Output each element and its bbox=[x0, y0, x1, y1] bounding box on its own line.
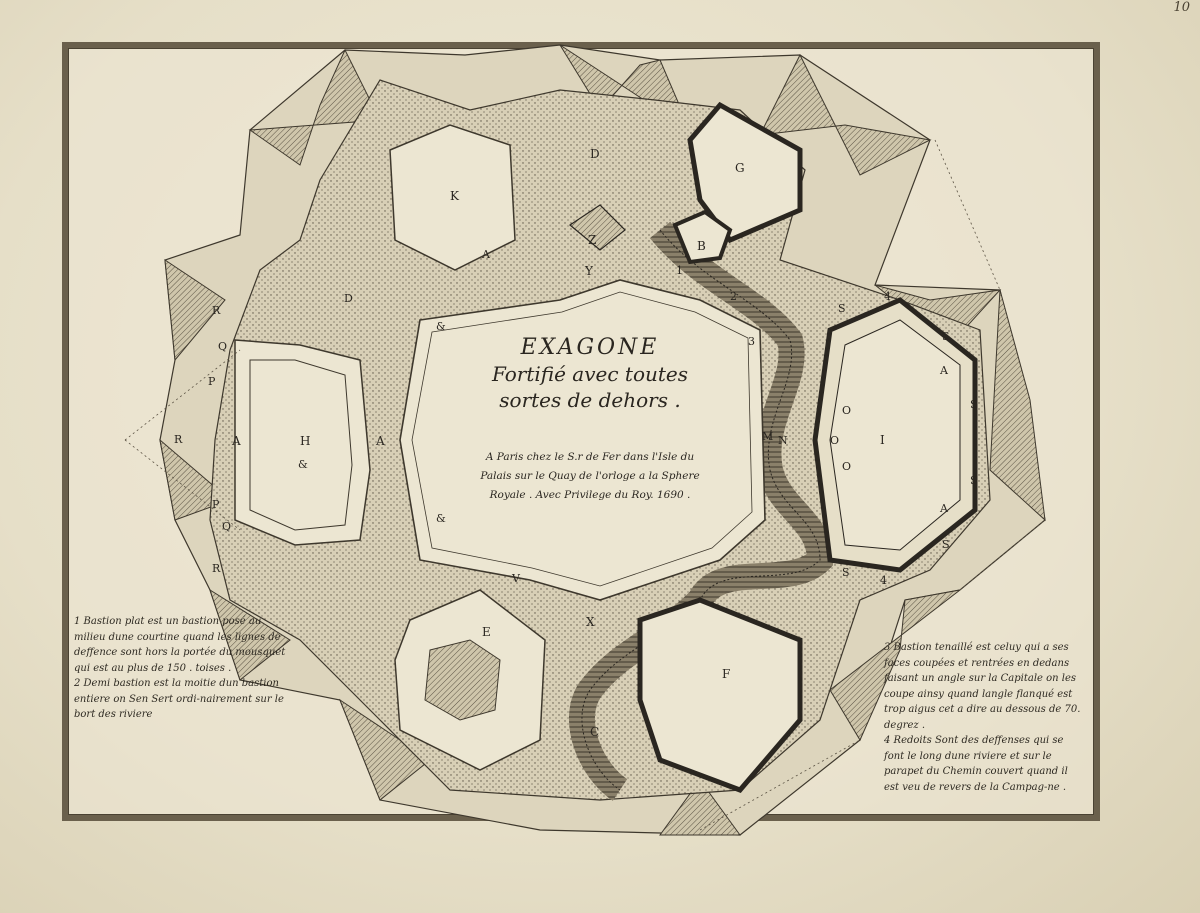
label-Y: Y bbox=[585, 264, 593, 278]
notes-right bbox=[884, 640, 1084, 795]
imprint-line-3: Royale . Avec Privilege du Roy. 1690 . bbox=[489, 489, 691, 501]
label-P-1: P bbox=[208, 375, 216, 388]
central-hexagon bbox=[400, 280, 765, 600]
label-D-left: D bbox=[344, 292, 353, 305]
map-subtitle-line-1: Fortifié avec toutes bbox=[491, 362, 689, 386]
label-V: V bbox=[512, 572, 520, 585]
label-two: 2 bbox=[730, 290, 737, 303]
label-R-2: R bbox=[174, 433, 183, 446]
label-D-top: D bbox=[590, 147, 600, 161]
label-S-4: S bbox=[970, 474, 978, 487]
label-I: I bbox=[880, 433, 885, 447]
notes-left bbox=[74, 614, 294, 723]
label-O-3: O bbox=[842, 460, 852, 473]
label-S-5: S bbox=[942, 538, 950, 551]
label-R-3: R bbox=[212, 562, 221, 575]
label-S-3: S bbox=[970, 398, 978, 411]
label-K: K bbox=[450, 189, 459, 203]
imprint-line-2: Palais sur le Quay de l'orloge a la Sphere bbox=[480, 470, 700, 482]
label-X: X bbox=[586, 615, 595, 629]
label-amp-1: & bbox=[436, 320, 446, 333]
label-M: M bbox=[762, 430, 774, 443]
page-number: 10 bbox=[1173, 0, 1190, 15]
note-3: 3 Bastion tenaillé est celuy qui a ses faces coupées et rentrées en dedans faisant un angle sur la Capitale on les coupe ainsy quand langle flanqué est trop aigus cet a dire au dessous de 70. degrez . bbox=[884, 642, 1081, 731]
label-A-right-2: A bbox=[940, 502, 948, 515]
label-four-bottom: 4 bbox=[880, 574, 887, 587]
map-title-block bbox=[440, 335, 740, 412]
label-four-top: 4 bbox=[884, 290, 891, 303]
label-A-right-1: A bbox=[940, 364, 948, 377]
label-amp-3: & bbox=[298, 458, 308, 471]
label-three: 3 bbox=[748, 335, 755, 348]
right-bastion-inner bbox=[830, 320, 960, 550]
map-title: EXAGONE bbox=[520, 335, 660, 360]
label-N: N bbox=[778, 434, 788, 447]
label-E: E bbox=[482, 625, 491, 639]
label-S-1: S bbox=[838, 302, 846, 315]
label-C: C bbox=[590, 725, 600, 739]
imprint-block bbox=[460, 448, 720, 505]
label-A-left: A bbox=[232, 434, 241, 448]
label-O-2: O bbox=[830, 434, 840, 447]
note-2: 2 Demi bastion est la moitie dun bastion entiere on Sen Sert ordi-nairement sur le bort des riviere bbox=[74, 678, 284, 720]
label-one: 1 bbox=[676, 264, 683, 277]
note-4: 4 Redoits Sont des deffenses qui se font le long dune riviere et sur le parapet du Chemin couvert quand il est veu de revers de la Campag-ne . bbox=[884, 735, 1068, 793]
label-S-2: S bbox=[942, 330, 950, 343]
label-R-1: R bbox=[212, 304, 221, 317]
label-F: F bbox=[722, 667, 731, 681]
map-subtitle-line-2: sortes de dehors . bbox=[499, 388, 681, 412]
label-S-6: S bbox=[842, 566, 850, 579]
note-1: 1 Bastion plat est un bastion posé au milieu dune courtine quand les lignes de deffence sont hors la portée du mousquet qui est au plus de 150 . toises . bbox=[74, 616, 286, 674]
imprint-line-1: A Paris chez le S.r de Fer dans l'Isle du bbox=[485, 451, 695, 463]
label-P-2: P bbox=[212, 498, 220, 511]
label-Z: Z bbox=[588, 233, 597, 247]
label-A-mid: A bbox=[376, 434, 385, 448]
label-B: B bbox=[697, 239, 706, 253]
label-O-1: O bbox=[842, 404, 852, 417]
label-H: H bbox=[300, 434, 311, 448]
label-amp-2: & bbox=[436, 512, 446, 525]
label-Q-2: Q bbox=[222, 520, 232, 533]
label-G: G bbox=[735, 161, 745, 175]
label-Q-1: Q bbox=[218, 340, 228, 353]
label-A-top: A bbox=[482, 248, 490, 261]
